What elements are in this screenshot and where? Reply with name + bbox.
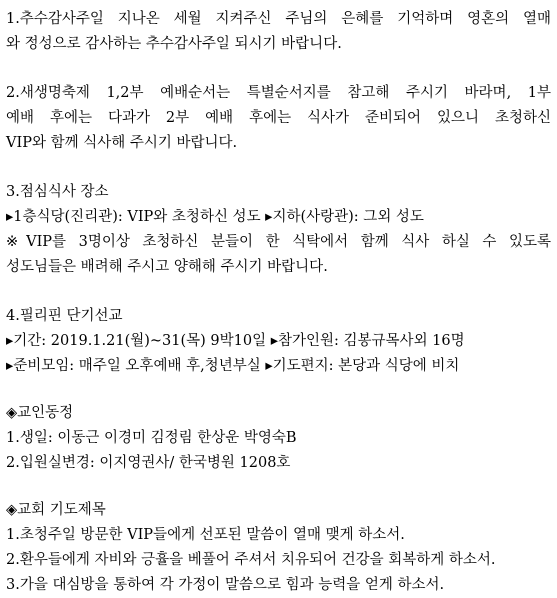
festival-line-3: VIP와 함께 식사해 주시기 바랍니다. xyxy=(6,135,238,151)
festival-line-2: 예배 후에는 다과가 2부 예배 후에는 식사가 준비되어 있으니 초청하신 xyxy=(6,110,551,126)
prayer-title: ◈교회 기도제목 xyxy=(6,502,106,518)
thanksgiving-line-2: 와 정성으로 감사하는 추수감사주일 되시기 바랍니다. xyxy=(6,36,342,52)
prayer-item-2: 2.환우들에게 자비와 긍휼을 베풀어 주셔서 치유되어 건강을 회복하게 하소서. xyxy=(6,552,496,568)
lunch-line-3: 성도님들은 배려해 주시고 양해해 주시기 바랍니다. xyxy=(6,259,328,275)
festival-line-1: 2.새생명축제 1,2부 예배순서는 특별순서지를 참고해 주시기 바라며, 1부 xyxy=(6,85,551,101)
prayer-item-1: 1.초청주일 방문한 VIP들에게 선포된 말씀이 열매 맺게 하소서. xyxy=(6,527,405,543)
announcement-philippines-mission xyxy=(6,304,551,379)
member-news-hospital: 2.입원실변경: 이지영권사/ 한국병원 1208호 xyxy=(6,455,291,471)
prayer-requests xyxy=(6,498,551,598)
member-news-title: ◈교인동정 xyxy=(6,405,74,421)
thanksgiving-line-1: 1.추수감사주일 지나온 세월 지켜주신 주님의 은혜를 기억하며 영혼의 열매 xyxy=(6,11,551,27)
lunch-title: 3.점심식사 장소 xyxy=(6,184,109,200)
announcement-thanksgiving xyxy=(6,7,551,57)
announcement-new-life-festival xyxy=(6,81,551,156)
lunch-line-1: ▸1층식당(진리관): VIP와 초청하신 성도 ▸지하(사랑관): 그외 성도 xyxy=(6,209,424,225)
mission-line-2: ▸준비모임: 매주일 오후예배 후,청년부실 ▸기도편지: 본당과 식당에 비치 xyxy=(6,358,460,374)
lunch-line-2: ※VIP를 3명이상 초청하신 분들이 한 식탁에서 함께 식사 하실 수 있도록 xyxy=(6,234,551,250)
announcement-lunch-location xyxy=(6,180,551,280)
prayer-item-3: 3.가을 대심방을 통하여 각 가정이 말씀으로 힘과 능력을 얻게 하소서. xyxy=(6,577,445,593)
mission-line-1: ▸기간: 2019.1.21(월)~31(목) 9박10일 ▸참가인원: 김봉규목사외 16명 xyxy=(6,333,465,349)
member-news-birthday: 1.생일: 이동근 이경미 김정림 한상운 박영숙B xyxy=(6,430,297,446)
member-news xyxy=(6,401,551,476)
mission-title: 4.필리핀 단기선교 xyxy=(6,308,123,324)
